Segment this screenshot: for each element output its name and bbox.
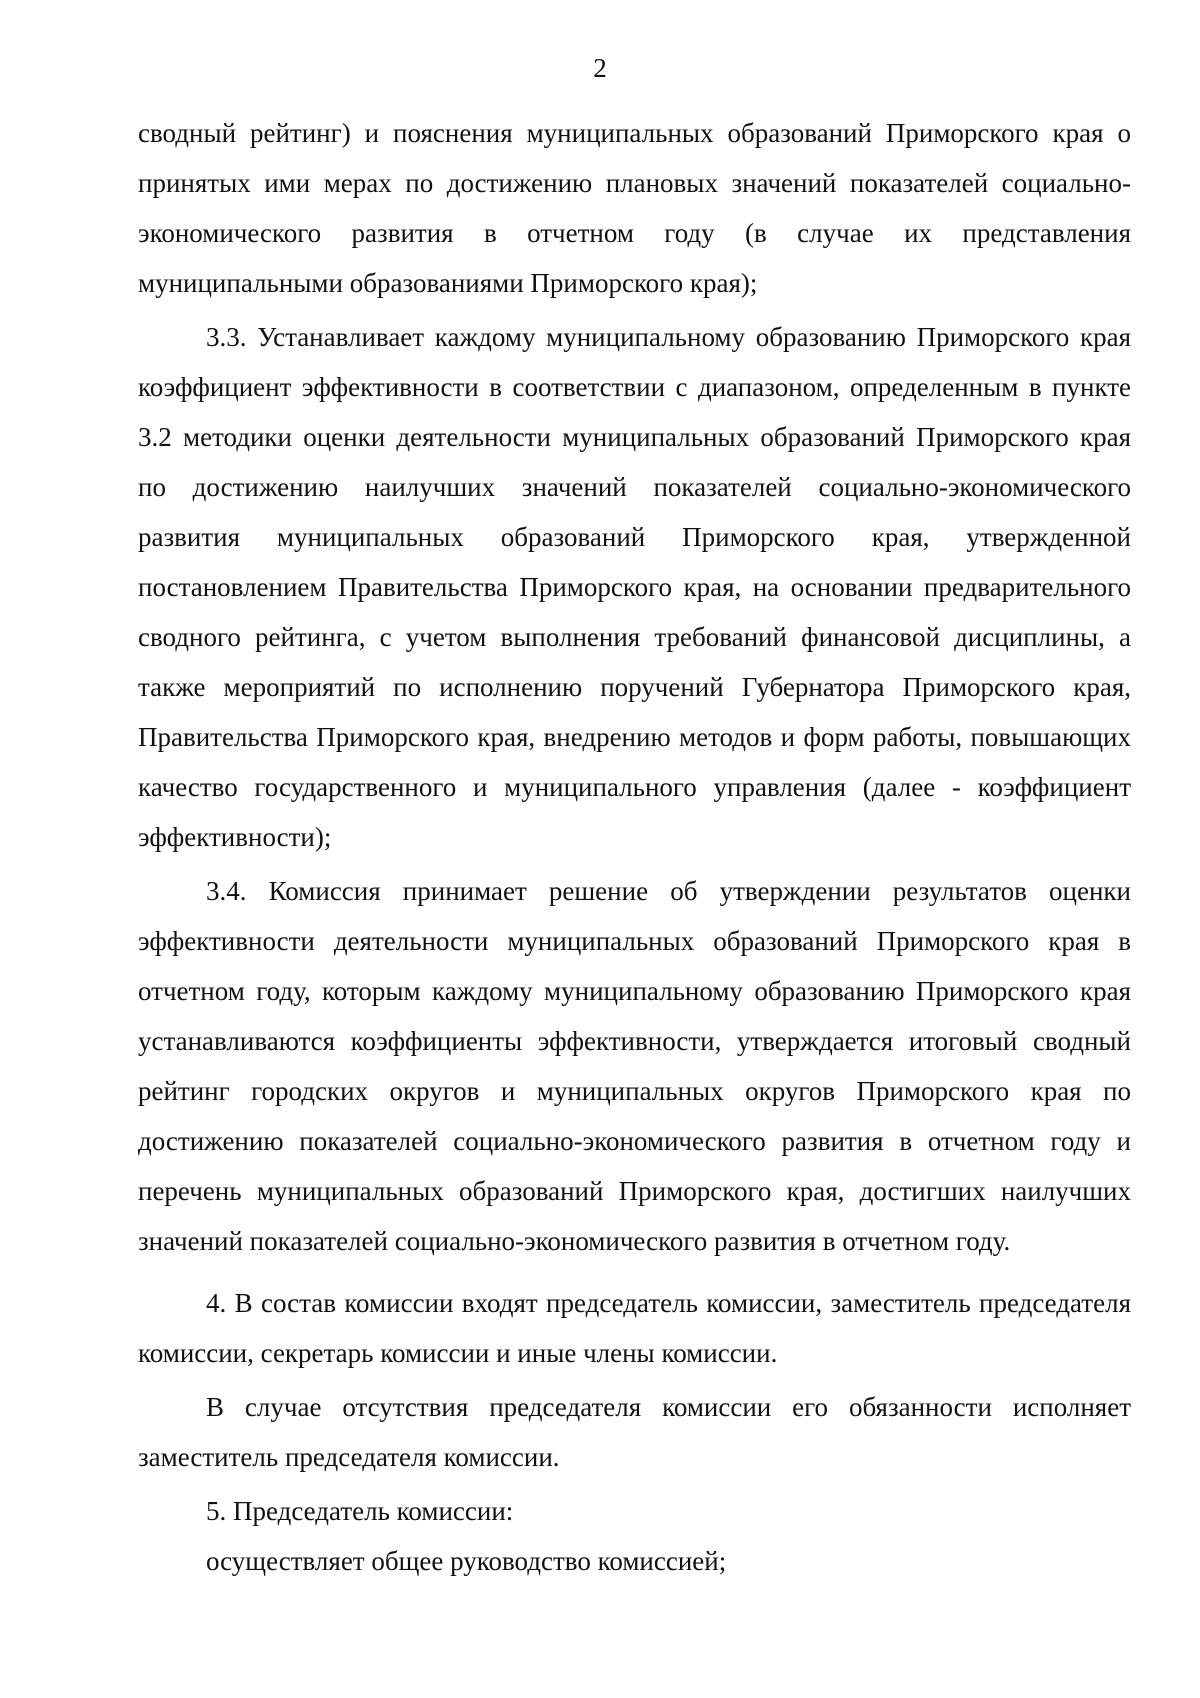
paragraph-4: 4. В состав комиссии входят председатель комиссии, заместитель председателя комиссии, секретарь комиссии и иные члены комиссии. xyxy=(138,1288,1131,1368)
page-number: 2 xyxy=(593,53,607,83)
document-body xyxy=(138,108,1131,1586)
paragraph-5: 5. Председатель комиссии: xyxy=(206,1496,514,1526)
paragraph-3-4: 3.4. Комиссия принимает решение об утверждении результатов оценки эффективности деятельности муниципальных образований Приморского края в отчетном году, которым каждому муниципальному образованию Приморского края устанавливаются коэффициенты эффективности, утверждается итоговый сводный рейтинг городских округов и муниципальных округов Приморского края по достижению показателей социально-экономического развития в отчетном году и перечень муниципальных образований Приморского края, достигших наилучших значений показателей социально-экономического развития в отчетном году. xyxy=(138,876,1131,1256)
paragraph-5-item: осуществляет общее руководство комиссией; xyxy=(206,1546,727,1576)
paragraph-3-3: 3.3. Устанавливает каждому муниципальному образованию Приморского края коэффициент эффективности в соответствии с диапазоном, определенным в пункте 3.2 методики оценки деятельности муниципальных образований Приморского края по достижению наилучших значений показателей социально-экономического развития муниципальных образований Приморского края, утвержденной постановлением Правительства Приморского края, на основании предварительного сводного рейтинга, с учетом выполнения требований финансовой дисциплины, а также мероприятий по исполнению поручений Губернатора Приморского края, Правительства Приморского края, внедрению методов и форм работы, повышающих качество государственного и муниципального управления (далее - коэффициент эффективности); xyxy=(138,322,1131,852)
paragraph-chair-absence: В случае отсутствия председателя комиссии его обязанности исполняет заместитель председателя комиссии. xyxy=(138,1392,1131,1472)
paragraph-continuation: сводный рейтинг) и пояснения муниципальных образований Приморского края о принятых ими мерах по достижению плановых значений показателей социально-экономического развития в отчетном году (в случае их представления муниципальными образованиями Приморского края); xyxy=(138,118,1131,298)
